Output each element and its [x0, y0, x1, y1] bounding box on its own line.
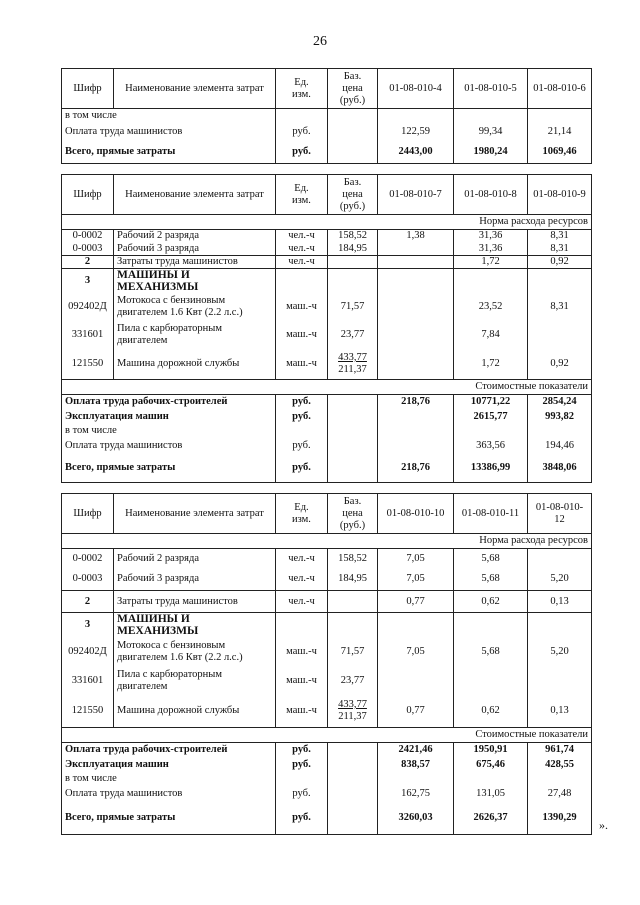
table-row — [62, 321, 592, 349]
table-cell — [528, 109, 592, 124]
table-cell: 428,55 — [528, 757, 592, 772]
table-cell: чел.-ч — [276, 230, 328, 243]
col-norm-3: 01-08-010-6 — [528, 69, 592, 109]
table-cell — [328, 424, 378, 438]
table-cell: Пила с карбюраторным двигателем — [114, 667, 276, 695]
table-cell: 2854,24 — [528, 394, 592, 409]
table-cell — [328, 141, 378, 163]
table-cell: чел.-ч — [276, 591, 328, 613]
table-cell: 0,92 — [528, 349, 592, 379]
table-cell: 5,20 — [528, 569, 592, 591]
table-cell: Пила с карбюраторным двигателем — [114, 321, 276, 349]
table-row — [62, 786, 592, 802]
table-row — [62, 243, 592, 256]
table-row — [62, 438, 592, 454]
table-cell: руб. — [276, 123, 328, 141]
table-cell: 1980,24 — [454, 141, 528, 163]
table-cell — [328, 409, 378, 424]
table-cell — [528, 667, 592, 695]
table-cell: 0,77 — [378, 591, 454, 613]
table-cell: МАШИНЫ И МЕХАНИЗМЫ — [114, 269, 276, 294]
table-cell — [328, 256, 378, 269]
table-cell: чел.-ч — [276, 243, 328, 256]
table-cell: 23,77 — [328, 667, 378, 695]
table-cell — [328, 757, 378, 772]
table-cell: 13386,99 — [454, 454, 528, 482]
table-cell: Затраты труда машинистов — [114, 591, 276, 613]
table-cell — [378, 243, 454, 256]
table-cell: 0,77 — [378, 695, 454, 727]
col-norm-1: 01-08-010-10 — [378, 494, 454, 534]
table-row — [62, 349, 592, 379]
table-cell: 7,05 — [378, 549, 454, 569]
table-cell — [454, 424, 528, 438]
table-cell: 8,31 — [528, 243, 592, 256]
table-cell: 158,52 — [328, 549, 378, 569]
table-cell: 3 — [62, 613, 114, 638]
table-cell: 184,95 — [328, 243, 378, 256]
col-code: Шифр — [62, 175, 114, 215]
table-cell — [378, 293, 454, 321]
machinist-label: Оплата труда машинистов — [62, 123, 276, 141]
table-cell — [328, 269, 378, 294]
table-cell — [378, 321, 454, 349]
col-price: Баз. цена (руб.) — [328, 494, 378, 534]
closing-quote-mark: ». — [599, 818, 608, 832]
cost-row — [62, 727, 592, 742]
table-cell: Машина дорожной службы — [114, 349, 276, 379]
table-cell: 092402Д — [62, 293, 114, 321]
table-cell: Мотокоса с бензиновым двигателем 1.6 Квт (2.2 л.с.) — [114, 637, 276, 667]
table-cell: 7,05 — [378, 637, 454, 667]
table-cell: 31,36 — [454, 243, 528, 256]
table-cell — [528, 549, 592, 569]
table-cell: 5,20 — [528, 637, 592, 667]
table-cell: 838,57 — [378, 757, 454, 772]
table-cell — [528, 269, 592, 294]
cost-table-3 — [61, 493, 592, 835]
table-cell: 2 — [62, 591, 114, 613]
table-cell: руб. — [276, 141, 328, 163]
table-cell — [328, 742, 378, 757]
table-cell — [528, 772, 592, 786]
norm-row — [62, 534, 592, 549]
table-row — [62, 667, 592, 695]
table-cell: 0-0003 — [62, 569, 114, 591]
col-norm-2: 01-08-010-5 — [454, 69, 528, 109]
table-cell: 0,13 — [528, 695, 592, 727]
table-cell: 0,62 — [454, 591, 528, 613]
table-cell: чел.-ч — [276, 549, 328, 569]
section-row — [62, 613, 592, 638]
table-cell: Всего, прямые затраты — [62, 454, 276, 482]
table-cell — [378, 256, 454, 269]
table-cell — [378, 613, 454, 638]
table-cell: Рабочий 3 разряда — [114, 569, 276, 591]
table-cell: 3260,03 — [378, 802, 454, 834]
table-row — [62, 109, 592, 124]
table-cell — [454, 667, 528, 695]
table-cell — [276, 613, 328, 638]
table-row — [62, 394, 592, 409]
table-cell: Затраты труда машинистов — [114, 256, 276, 269]
table-cell: 10771,22 — [454, 394, 528, 409]
table-cell: 131,05 — [454, 786, 528, 802]
table-header — [62, 69, 592, 109]
table-cell: Рабочий 3 разряда — [114, 243, 276, 256]
table-row — [62, 256, 592, 269]
table-cell: 3848,06 — [528, 454, 592, 482]
table-row — [62, 569, 592, 591]
table-cell: Всего, прямые затраты — [62, 802, 276, 834]
table-cell: 0,13 — [528, 591, 592, 613]
table-cell: 433,77 211,37 — [328, 349, 378, 379]
table-cell: маш.-ч — [276, 637, 328, 667]
table-row — [62, 772, 592, 786]
table-row — [62, 637, 592, 667]
table-row — [62, 757, 592, 772]
table-cell: руб. — [276, 394, 328, 409]
table-cell — [328, 786, 378, 802]
table-cell: 218,76 — [378, 454, 454, 482]
table-cell: 21,14 — [528, 123, 592, 141]
table-cell: 363,56 — [454, 438, 528, 454]
table-cell: руб. — [276, 757, 328, 772]
table-cell — [328, 802, 378, 834]
col-norm-2: 01-08-010-8 — [454, 175, 528, 215]
table-cell: 23,52 — [454, 293, 528, 321]
table-cell: руб. — [276, 742, 328, 757]
page-number: 26 — [313, 34, 327, 49]
table-cell — [328, 109, 378, 124]
table-cell — [454, 269, 528, 294]
table-cell: маш.-ч — [276, 667, 328, 695]
table-row — [62, 549, 592, 569]
table-cell: 5,68 — [454, 549, 528, 569]
table-cell: 0-0002 — [62, 230, 114, 243]
table-cell: 71,57 — [328, 637, 378, 667]
table-header — [62, 175, 592, 215]
col-norm-1: 01-08-010-7 — [378, 175, 454, 215]
table-cell: маш.-ч — [276, 293, 328, 321]
table-cell: 1,38 — [378, 230, 454, 243]
table-cell: 092402Д — [62, 637, 114, 667]
table-cell: руб. — [276, 438, 328, 454]
incl-label: в том числе — [62, 109, 276, 124]
col-price: Баз. цена (руб.) — [328, 175, 378, 215]
col-norm-1: 01-08-010-4 — [378, 69, 454, 109]
table-cell: 8,31 — [528, 230, 592, 243]
table-cell: руб. — [276, 802, 328, 834]
table-cell: 121550 — [62, 695, 114, 727]
table-cell — [378, 438, 454, 454]
cost-table-1 — [61, 68, 592, 164]
col-unit: Ед. изм. — [276, 175, 328, 215]
norm-label: Норма расхода ресурсов — [62, 215, 592, 230]
table-cell: в том числе — [62, 772, 276, 786]
table-cell: 675,46 — [454, 757, 528, 772]
table-cell: 31,36 — [454, 230, 528, 243]
table-cell: 1390,29 — [528, 802, 592, 834]
table-cell — [378, 409, 454, 424]
table-row-total — [62, 454, 592, 482]
table-cell — [454, 613, 528, 638]
table-cell: МАШИНЫ И МЕХАНИЗМЫ — [114, 613, 276, 638]
table-cell — [276, 772, 328, 786]
table-cell: 2 — [62, 256, 114, 269]
table-cell — [528, 424, 592, 438]
table-cell — [528, 613, 592, 638]
col-norm-3: 01-08-010-12 — [528, 494, 592, 534]
col-unit: Ед. изм. — [276, 69, 328, 109]
table-cell: 158,52 — [328, 230, 378, 243]
table-cell: руб. — [276, 786, 328, 802]
table-cell: 122,59 — [378, 123, 454, 141]
table-cell: 993,82 — [528, 409, 592, 424]
table-cell — [328, 123, 378, 141]
table-row — [62, 409, 592, 424]
table-cell: 121550 — [62, 349, 114, 379]
col-name: Наименование элемента затрат — [114, 69, 276, 109]
table-row — [62, 591, 592, 613]
table-row — [62, 742, 592, 757]
table-cell — [378, 349, 454, 379]
table-cell — [328, 454, 378, 482]
table-cell: 433,77 211,37 — [328, 695, 378, 727]
col-name: Наименование элемента затрат — [114, 494, 276, 534]
table-cell: маш.-ч — [276, 321, 328, 349]
table-cell: Мотокоса с бензиновым двигателем 1.6 Квт (2.2 л.с.) — [114, 293, 276, 321]
table-cell: Рабочий 2 разряда — [114, 549, 276, 569]
table-cell — [328, 394, 378, 409]
table-row — [62, 123, 592, 141]
cost-row — [62, 379, 592, 394]
table-cell — [378, 424, 454, 438]
table-cell: 0-0002 — [62, 549, 114, 569]
table-cell — [328, 591, 378, 613]
table-header — [62, 494, 592, 534]
table-cell: 27,48 — [528, 786, 592, 802]
total-label: Всего, прямые затраты — [62, 141, 276, 163]
table-cell: руб. — [276, 454, 328, 482]
table-cell: чел.-ч — [276, 569, 328, 591]
table-cell: 0-0003 — [62, 243, 114, 256]
table-cell: Эксплуатация машин — [62, 757, 276, 772]
table-cell: 2615,77 — [454, 409, 528, 424]
table-cell — [328, 438, 378, 454]
table-cell: 184,95 — [328, 569, 378, 591]
col-unit: Ед. изм. — [276, 494, 328, 534]
table-cell: 2626,37 — [454, 802, 528, 834]
table-cell: 1,72 — [454, 349, 528, 379]
col-code: Шифр — [62, 494, 114, 534]
table-cell: 5,68 — [454, 569, 528, 591]
table-cell — [378, 109, 454, 124]
table-row — [62, 230, 592, 243]
table-cell: Оплата труда рабочих-строителей — [62, 394, 276, 409]
table-cell: руб. — [276, 409, 328, 424]
col-norm-2: 01-08-010-11 — [454, 494, 528, 534]
table-cell: 1,72 — [454, 256, 528, 269]
table-cell — [378, 772, 454, 786]
table-cell — [378, 269, 454, 294]
table-cell: Машина дорожной службы — [114, 695, 276, 727]
table-cell: 961,74 — [528, 742, 592, 757]
table-cell: маш.-ч — [276, 695, 328, 727]
table-row — [62, 695, 592, 727]
col-name: Наименование элемента затрат — [114, 175, 276, 215]
table-cell: 23,77 — [328, 321, 378, 349]
table-cell: маш.-ч — [276, 349, 328, 379]
table-cell: 71,57 — [328, 293, 378, 321]
table-cell — [528, 321, 592, 349]
table-cell: 2421,46 — [378, 742, 454, 757]
table-cell: 194,46 — [528, 438, 592, 454]
table-cell: 2443,00 — [378, 141, 454, 163]
col-code: Шифр — [62, 69, 114, 109]
table-cell: 0,92 — [528, 256, 592, 269]
table-cell: чел.-ч — [276, 256, 328, 269]
table-cell: Оплата труда машинистов — [62, 786, 276, 802]
table-cell: в том числе — [62, 424, 276, 438]
table-cell: 8,31 — [528, 293, 592, 321]
table-cell: Оплата труда рабочих-строителей — [62, 742, 276, 757]
table-cell — [378, 667, 454, 695]
table-cell: 331601 — [62, 667, 114, 695]
norm-label: Норма расхода ресурсов — [62, 534, 592, 549]
table-cell: 7,84 — [454, 321, 528, 349]
table-cell: 1950,91 — [454, 742, 528, 757]
col-norm-3: 01-08-010-9 — [528, 175, 592, 215]
table-cell: 3 — [62, 269, 114, 294]
table-cell — [328, 613, 378, 638]
table-row — [62, 293, 592, 321]
cost-table-2 — [61, 174, 592, 483]
table-cell — [276, 269, 328, 294]
section-row — [62, 269, 592, 294]
table-cell: 218,76 — [378, 394, 454, 409]
table-cell — [276, 109, 328, 124]
table-cell: 331601 — [62, 321, 114, 349]
table-cell: 5,68 — [454, 637, 528, 667]
table-cell — [276, 424, 328, 438]
table-cell — [454, 772, 528, 786]
table-row — [62, 424, 592, 438]
col-price: Баз. цена (руб.) — [328, 69, 378, 109]
table-cell: 1069,46 — [528, 141, 592, 163]
table-cell: Оплата труда машинистов — [62, 438, 276, 454]
table-cell: 162,75 — [378, 786, 454, 802]
table-cell — [328, 772, 378, 786]
table-cell: 0,62 — [454, 695, 528, 727]
table-cell: 99,34 — [454, 123, 528, 141]
table-row-total — [62, 141, 592, 163]
table-cell — [454, 109, 528, 124]
cost-label: Стоимостные показатели — [62, 379, 592, 394]
table-row-total — [62, 802, 592, 834]
cost-label: Стоимостные показатели — [62, 727, 592, 742]
table-cell: Рабочий 2 разряда — [114, 230, 276, 243]
norm-row — [62, 215, 592, 230]
table-cell: Эксплуатация машин — [62, 409, 276, 424]
table-cell: 7,05 — [378, 569, 454, 591]
